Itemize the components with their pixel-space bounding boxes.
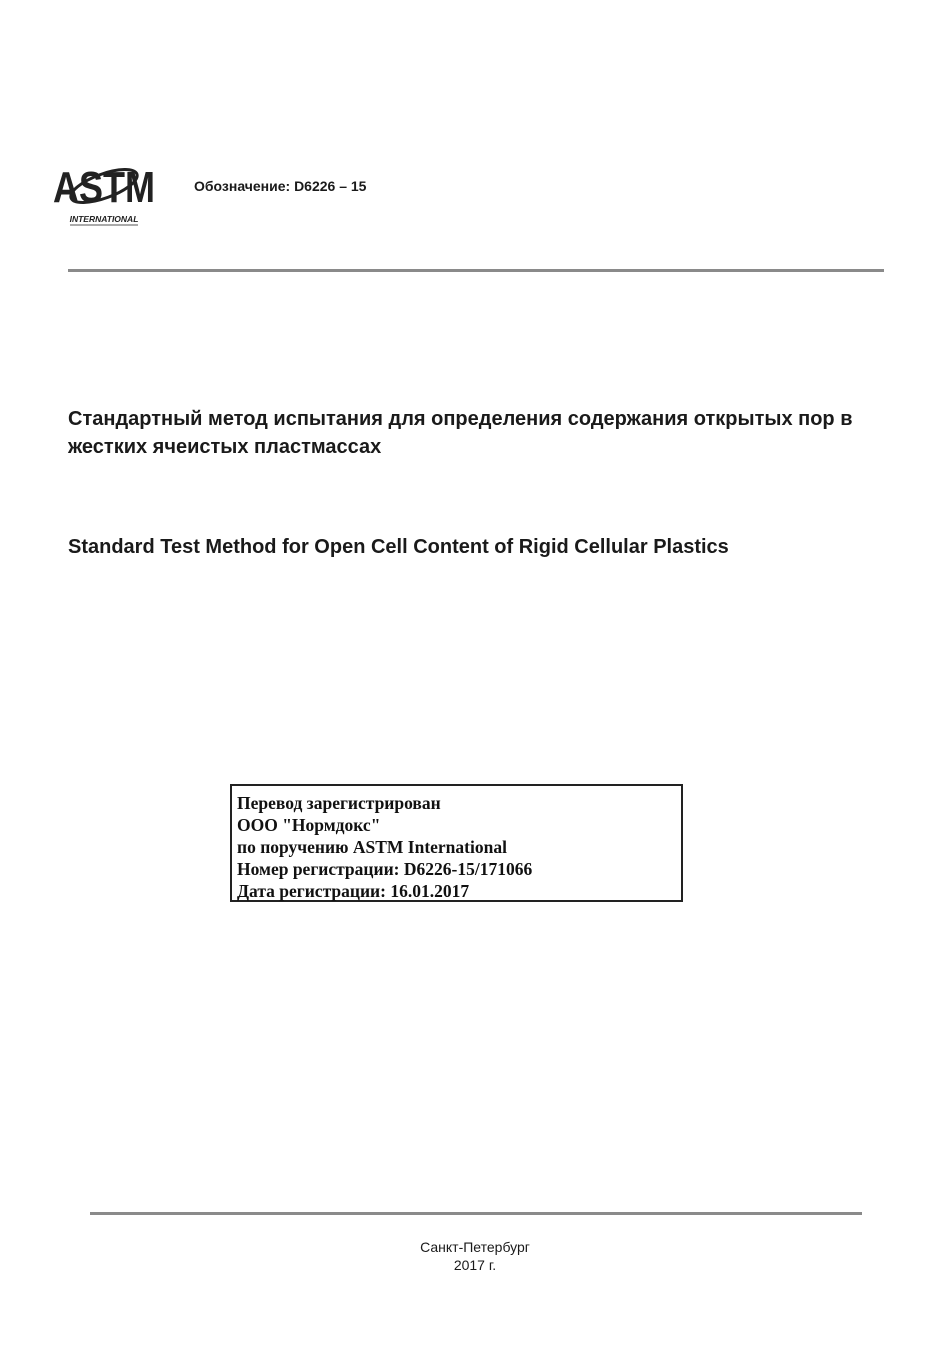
registration-number: Номер регистрации: D6226-15/171066 (237, 859, 533, 879)
registration-box (230, 784, 683, 902)
registration-line: Перевод зарегистрирован (237, 793, 441, 813)
registration-line: по поручению ASTM International (237, 837, 507, 857)
designation: Обозначение: D6226 – 15 (194, 178, 367, 194)
registration-date: Дата регистрации: 16.01.2017 (237, 881, 470, 901)
footer-divider (90, 1212, 862, 1215)
svg-text:INTERNATIONAL: INTERNATIONAL (69, 214, 139, 224)
footer-year: 2017 г. (453, 1257, 497, 1273)
title-russian: Стандартный метод испытания для определения содержания открытых пор в жестких ячеистых пластмассах (68, 408, 853, 458)
astm-logo (53, 160, 155, 228)
registration-line: ООО "Нормдокс" (237, 815, 381, 835)
title-english: Standard Test Method for Open Cell Content of Rigid Cellular Plastics (68, 536, 729, 558)
svg-text:ASTM: ASTM (53, 163, 155, 212)
footer-city: Санкт-Петербург (420, 1239, 530, 1255)
footer (0, 1238, 950, 1274)
header-divider (68, 269, 884, 272)
